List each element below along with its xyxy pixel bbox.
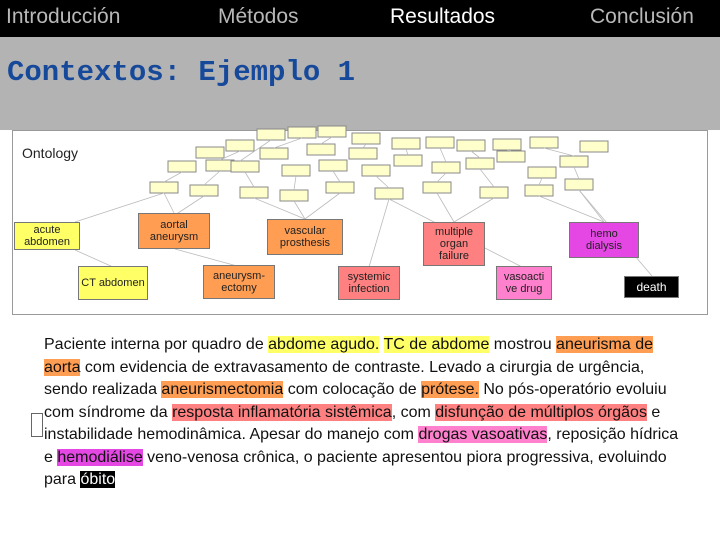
highlight-death: óbito <box>80 471 116 488</box>
left-marker-box <box>31 413 43 437</box>
onto-node-small <box>426 137 454 148</box>
onto-node-small <box>288 127 316 138</box>
onto-node-small <box>580 141 608 152</box>
nav-item-resultados[interactable]: Resultados <box>390 5 496 28</box>
node-aneurysmectomy: aneurysm- ectomy <box>203 265 275 299</box>
onto-node-small <box>150 182 178 193</box>
text-segment <box>379 336 383 353</box>
onto-node-small <box>282 165 310 176</box>
onto-node-small <box>423 182 451 193</box>
text-segment: No pós-operatório evoluiu com síndrome da <box>44 381 667 421</box>
text-segment: , reposição hídrica e <box>44 426 679 466</box>
onto-node-small <box>565 179 593 190</box>
onto-node-small <box>375 188 403 199</box>
nav-item-introduccion[interactable]: Introducción <box>6 5 121 28</box>
onto-node-small <box>466 158 494 169</box>
text-segment: , com <box>391 403 436 421</box>
onto-node-small <box>326 182 354 193</box>
text-segment: com evidencia de extravasamento de contraste. Levado a cirurgia de urgência, sendo realizada <box>44 358 645 398</box>
highlight-acute-abdomen: abdome agudo. <box>268 336 380 353</box>
node-acute-abdomen: acute abdomen <box>14 222 80 250</box>
highlight-multiple-organ-dysfunction: disfunção de múltiplos órgãos <box>435 403 647 421</box>
onto-node-small <box>168 161 196 172</box>
node-vasoactive-drug: vasoacti ve drug <box>496 266 552 300</box>
onto-node-small <box>457 140 485 151</box>
onto-node-small <box>352 133 380 144</box>
highlight-aneurysmectomy: aneurismectomia <box>161 381 284 398</box>
text-segment: e instabilidade hemodinâmica. Apesar do manejo com <box>44 403 661 443</box>
onto-node-small <box>318 126 346 137</box>
ontology-label: Ontology <box>22 145 79 161</box>
nav-item-metodos[interactable]: Métodos <box>218 5 299 28</box>
onto-node-small <box>560 156 588 167</box>
onto-node-small <box>206 160 234 171</box>
highlight-aortic-aneurysm: aneurisma de aorta <box>44 336 653 376</box>
onto-node-small <box>525 185 553 196</box>
onto-node-small <box>257 129 285 140</box>
node-death: death <box>624 276 679 298</box>
text-segment: com colocação de <box>283 381 422 398</box>
node-multiple-organ-failure: multiple organ failure <box>423 222 485 266</box>
onto-node-small <box>392 138 420 149</box>
onto-node-small <box>530 137 558 148</box>
text-segment: mostrou <box>489 336 557 353</box>
nav-item-conclusion[interactable]: Conclusión <box>590 5 694 28</box>
onto-node-small <box>319 160 347 171</box>
node-vascular-prosthesis: vascular prosthesis <box>267 219 343 255</box>
onto-node-small <box>280 190 308 201</box>
node-hemodialysis: hemo dialysis <box>569 222 639 258</box>
highlight-hemodialysis: hemodiálise <box>57 448 143 466</box>
clinical-text <box>44 334 684 492</box>
node-ct-abdomen: CT abdomen <box>78 266 148 300</box>
onto-node-small <box>260 148 288 159</box>
onto-node-small <box>226 140 254 151</box>
onto-node-small <box>493 139 521 150</box>
onto-node-small <box>349 148 377 159</box>
highlight-ct-abdomen: TC de abdome <box>383 336 490 353</box>
onto-node-small <box>240 187 268 198</box>
text-segment: veno-venosa crônica, o paciente apresentou piora progressiva, evoluindo para <box>44 448 667 488</box>
node-aortal-aneurysm: aortal aneurysm <box>138 213 210 249</box>
node-systemic-infection: systemic infection <box>338 266 400 300</box>
onto-node-small <box>497 151 525 162</box>
onto-node-small <box>394 155 422 166</box>
highlight-prosthesis: prótese. <box>421 381 479 398</box>
onto-node-small <box>190 185 218 196</box>
slide-title: Contextos: Ejemplo 1 <box>7 56 356 89</box>
onto-node-small <box>528 167 556 178</box>
onto-node-small <box>362 165 390 176</box>
onto-node-small <box>307 144 335 155</box>
onto-node-small <box>480 187 508 198</box>
highlight-vasoactive-drugs: drogas vasoativas <box>418 426 548 443</box>
onto-node-small <box>432 162 460 173</box>
highlight-systemic-inflammatory-response: resposta inflamatória sistêmica <box>172 403 392 421</box>
onto-node-small <box>196 147 224 158</box>
onto-node-small <box>231 161 259 172</box>
text-segment: Paciente interna por quadro de <box>44 336 269 353</box>
